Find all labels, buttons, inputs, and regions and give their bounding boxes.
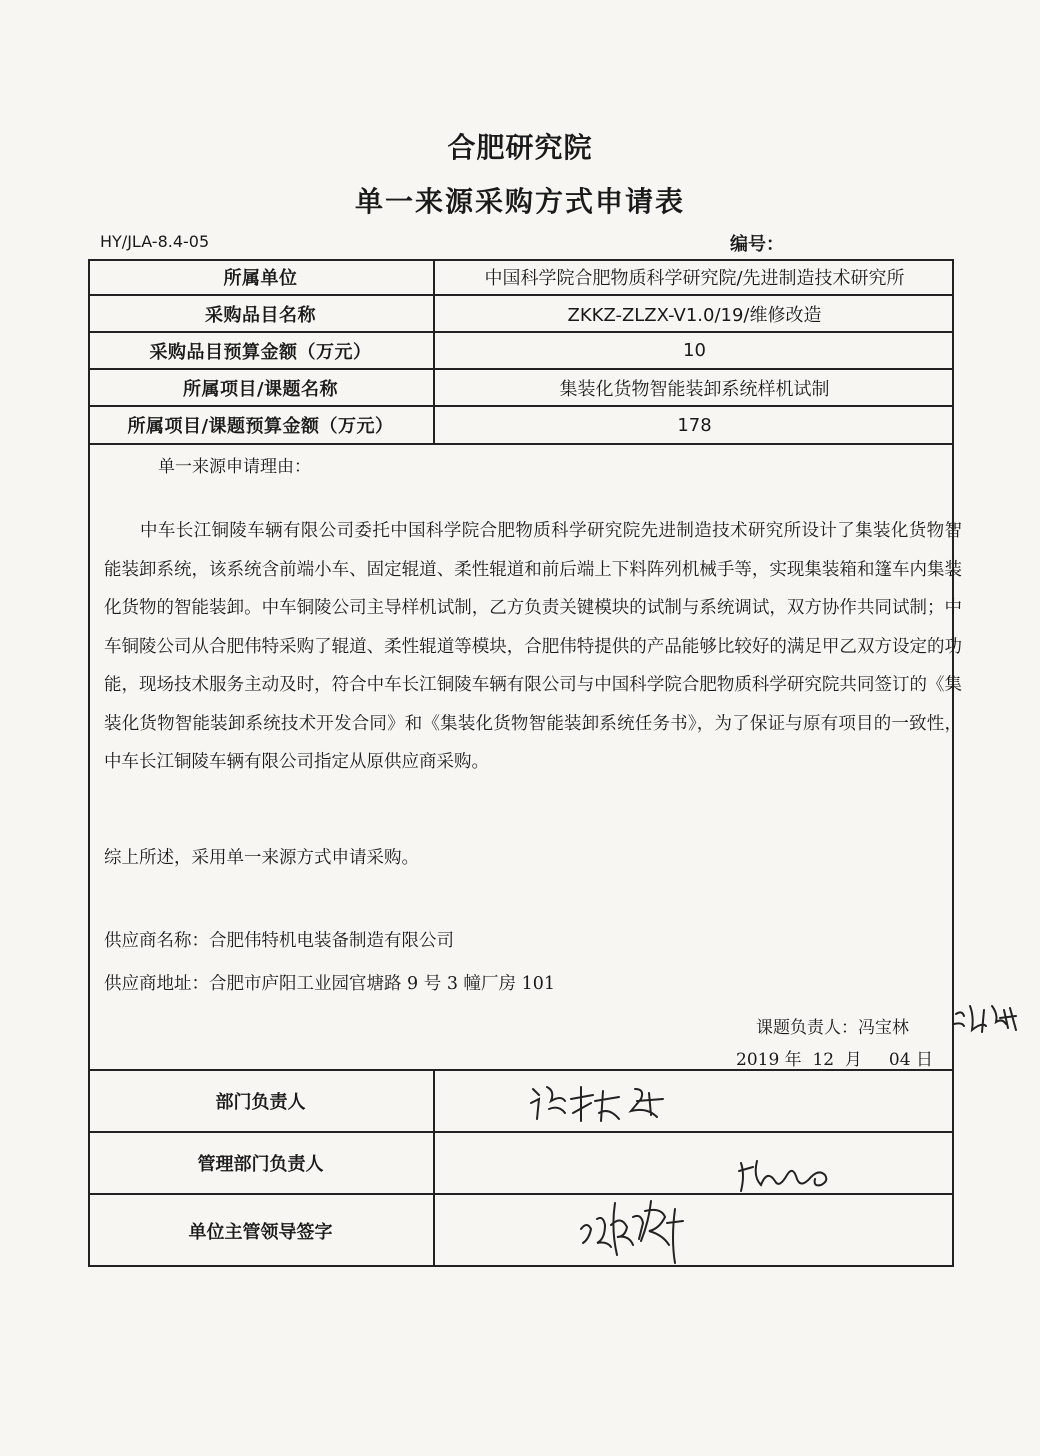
project-leader: 课题负责人：冯宝林 (756, 1018, 909, 1038)
item-budget-value: 10 (683, 340, 706, 361)
form-title: 单一来源采购方式申请表 (354, 185, 685, 218)
unit-leader-signature-cell (435, 1195, 954, 1267)
project-budget-label: 所属项目/课题预算金额（万元） (88, 407, 435, 443)
row-item-budget (88, 333, 954, 370)
admin-head-label: 管理部门负责人 (88, 1133, 435, 1193)
row-item-name (88, 296, 954, 333)
project-budget-value: 178 (677, 414, 712, 436)
dept-head-signature (525, 1079, 705, 1129)
reason-conclusion: 综上所述，采用单一来源方式申请采购。 (104, 848, 419, 868)
unit-leader-signature (571, 1195, 721, 1267)
unit-leader-row (88, 1193, 954, 1267)
unit-value: 中国科学院合肥物质科学研究院/先进制造技术研究所 (484, 267, 905, 289)
reason-body: 中车长江铜陵车辆有限公司委托中国科学院合肥物质科学研究院先进制造技术研究所设计了集装化货物智能装卸系统，该系统含前端小车、固定辊道、柔性辊道和前后端上下料阵列机械手等，实现集装箱和篷车内集装化货物的智能装卸。中车铜陵公司主导样机试制，乙方负责关键模块的试制与系统调试，双方协作共同试制；中车铜陵公司从合肥伟特采购了辊道、柔性辊道等模块，合肥伟特提供的产品能够比较好的满足甲乙双方设定的功能，现场技术服务主动及时，符合中车长江铜陵车辆有限公司与中国科学院合肥物质科学研究院共同签订的《集装化货物智能装卸系统技术开发合同》和《集装化货物智能装卸系统任务书》，为了保证与原有项目的一致性，中车长江铜陵车辆有限公司指定从原供应商采购。 (104, 521, 962, 772)
document-code: HY/JLA-8.4-05 (100, 232, 210, 251)
item-name-label: 采购品目名称 (88, 296, 435, 331)
supplier-name: 供应商名称：合肥伟特机电装备制造有限公司 (104, 931, 454, 951)
row-project-budget (88, 407, 954, 445)
project-name-value: 集装化货物智能装卸系统样机试制 (559, 378, 830, 400)
admin-head-row (88, 1131, 954, 1193)
item-budget-label: 采购品目预算金额（万元） (88, 333, 435, 368)
admin-head-signature-cell (435, 1133, 954, 1193)
row-project-name (88, 370, 954, 407)
item-name-value: ZKKZ-ZLZX-V1.0/19/维修改造 (567, 304, 822, 326)
dept-head-row (88, 1069, 954, 1131)
row-unit (88, 259, 954, 296)
dept-head-label: 部门负责人 (88, 1071, 435, 1131)
supplier-address: 供应商地址：合肥市庐阳工业园官塘路 9 号 3 幢厂房 101 (104, 974, 555, 994)
serial-number-label: 编号： (730, 234, 784, 255)
reason-heading: 单一来源申请理由： (158, 457, 311, 477)
project-leader-signature (952, 1000, 1022, 1044)
institute-title: 合肥研究院 (447, 131, 593, 164)
application-date: 2019 年 12 月 04 日 (736, 1050, 933, 1070)
project-name-label: 所属项目/课题名称 (88, 370, 435, 405)
unit-label: 所属单位 (88, 259, 435, 294)
unit-leader-label: 单位主管领导签字 (88, 1195, 435, 1267)
dept-head-signature-cell (435, 1071, 954, 1131)
admin-head-signature (735, 1155, 865, 1195)
